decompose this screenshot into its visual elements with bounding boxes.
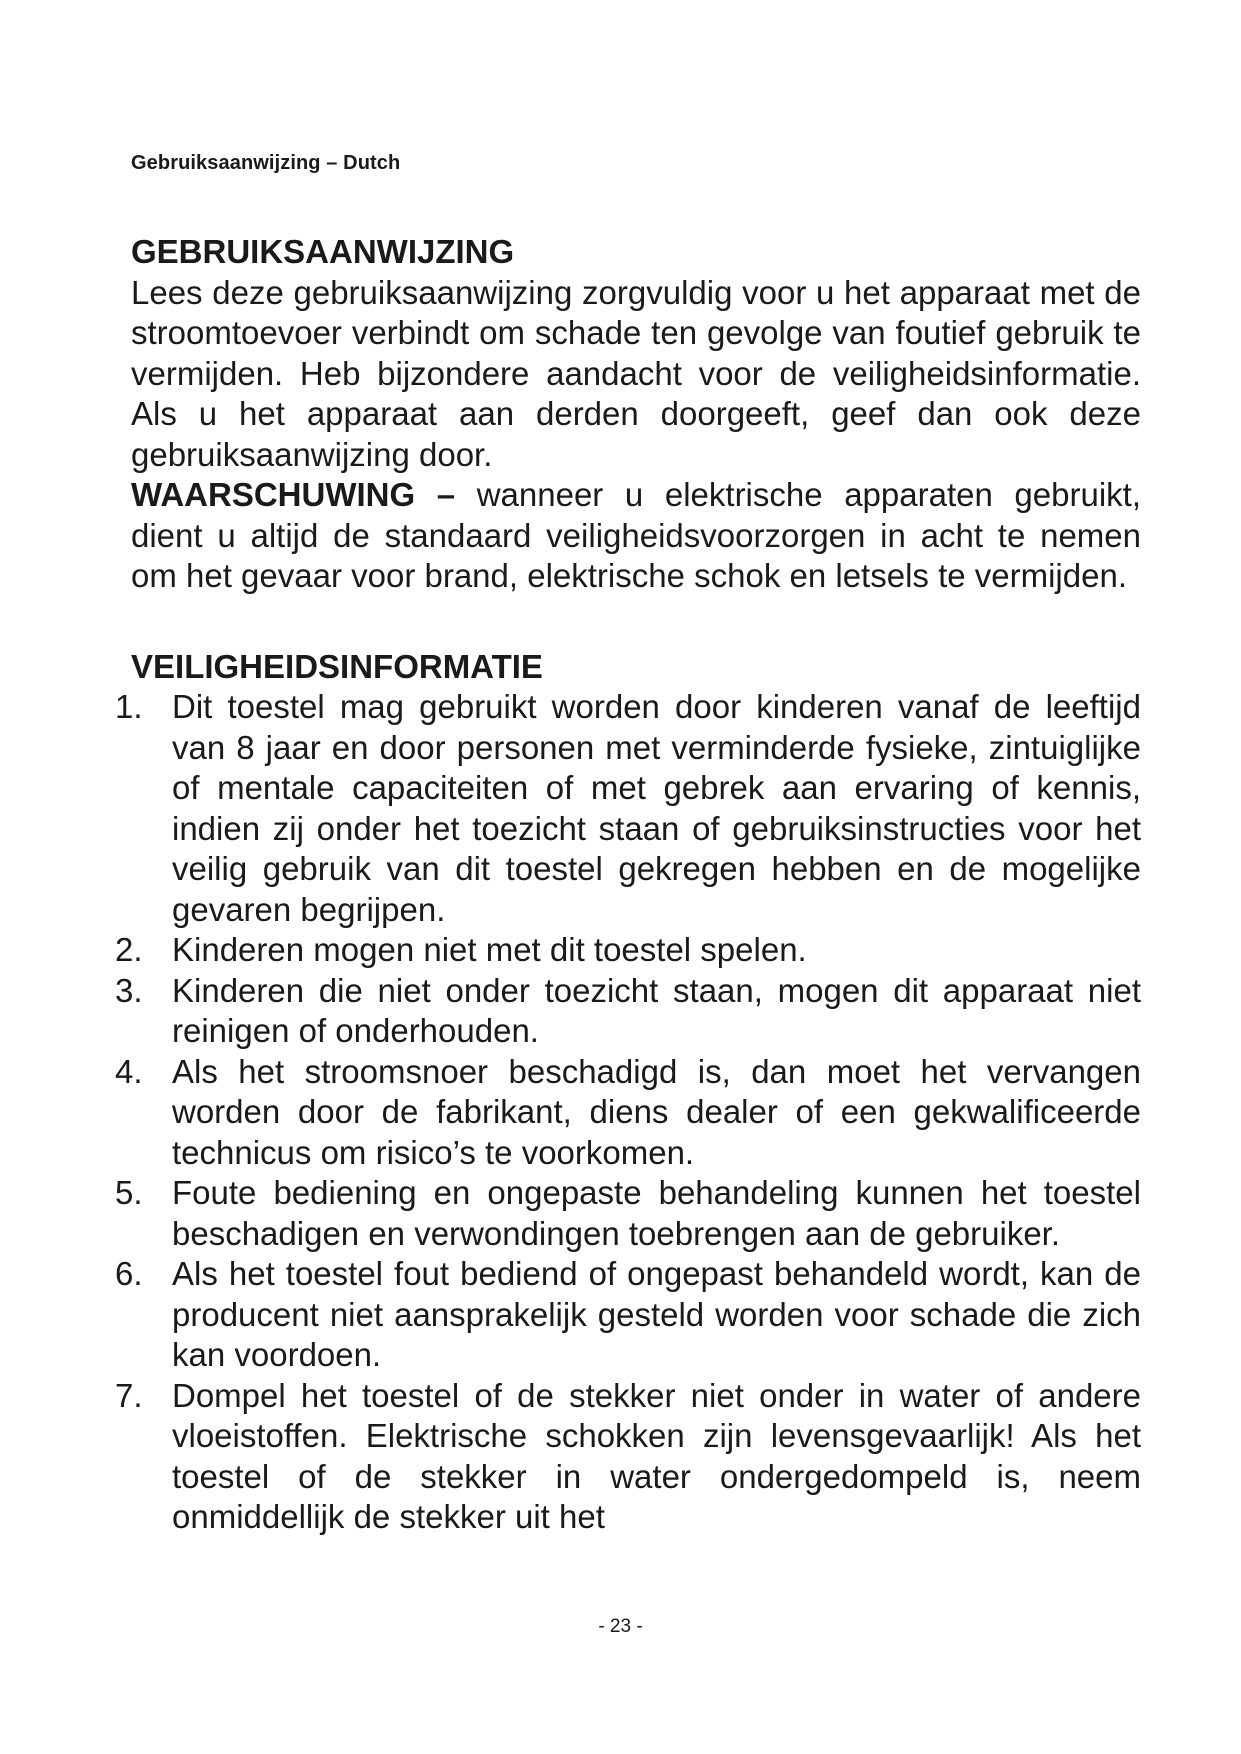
- list-item-text: Kinderen mogen niet met dit toestel spelen.: [172, 931, 807, 968]
- list-number: 2.: [115, 931, 143, 968]
- list-item-text: Kinderen die niet onder toezicht staan, mogen dit apparaat niet reinigen of onderhouden.: [172, 971, 1141, 1049]
- list-number: 1.: [115, 688, 143, 725]
- list-item-text: Als het stroomsnoer beschadigd is, dan moet het vervangen worden door de fabrikant, diens dealer of een gekwalificeerde technicus om risico’s te voorkomen.: [172, 1052, 1141, 1171]
- list-item-text: Dompel het toestel of de stekker niet onder in water of andere vloeistoffen. Elektrische schokken zijn levensgevaarlijk! Als het toestel of de stekker in water ondergedompeld is, neem onmiddellijk de stekker uit het: [172, 1376, 1141, 1535]
- intro-paragraph: Lees deze gebruiksaanwijzing zorgvuldig voor u het apparaat met de stroomtoevoer verbindt om schade ten gevolge van foutief gebruik te vermijden. Heb bijzondere aandacht voor de veiligheidsinformatie. Als u het apparaat aan derden doorgeeft, geef dan ook deze gebruiksaanwijzing door.: [131, 273, 1141, 473]
- list-number: 4.: [115, 1052, 143, 1090]
- warning-text: wanneer u elektrische apparaten gebruikt, dient u altijd de standaard veiligheidsvoorzorgen in acht te nemen om het gevaar voor brand, elektrische schok en letsels te vermijden.: [131, 476, 1141, 594]
- warning-label: WAARSCHUWING –: [131, 476, 456, 513]
- safety-item-7: [115, 1376, 1141, 1538]
- safety-item-4: [115, 1052, 1141, 1174]
- safety-heading: VEILIGHEIDSINFORMATIE: [131, 647, 543, 685]
- warning-paragraph: [131, 475, 1141, 597]
- list-number: 6.: [115, 1255, 143, 1292]
- safety-item-2: [115, 930, 1141, 971]
- page-content: [115, 232, 1141, 1538]
- safety-item-5: [115, 1173, 1141, 1254]
- list-number: 7.: [115, 1376, 143, 1414]
- intro-heading: GEBRUIKSAANWIJZING: [131, 233, 515, 270]
- safety-item-1: [115, 687, 1141, 930]
- list-number: 3.: [115, 971, 143, 1009]
- list-item-text: Foute bediening en ongepaste behandeling kunnen het toestel beschadigen en verwondingen toebrengen aan de gebruiker.: [172, 1174, 1141, 1252]
- list-number: 5.: [115, 1174, 143, 1211]
- page-number: - 23 -: [598, 1616, 643, 1637]
- section-spacer: [131, 597, 1141, 647]
- list-item-text: Als het toestel fout bediend of ongepast behandeld wordt, kan de producent niet aansprakelijk gesteld worden voor schade die zich kan voordoen.: [172, 1255, 1141, 1373]
- safety-item-3: [115, 971, 1141, 1052]
- list-item-text: Dit toestel mag gebruikt worden door kinderen vanaf de leeftijd van 8 jaar en door personen met verminderde fysieke, zintuiglijke of mentale capaciteiten of met gebrek aan ervaring of kennis, indien zij onder het toezicht staan of gebruiksinstructies voor het veilig gebruik van dit toestel gekregen hebben en de mogelijke gevaren begrijpen.: [172, 688, 1141, 928]
- safety-list: [115, 687, 1141, 1538]
- safety-item-6: [115, 1254, 1141, 1376]
- running-header: Gebruiksaanwijzing – Dutch: [131, 152, 401, 174]
